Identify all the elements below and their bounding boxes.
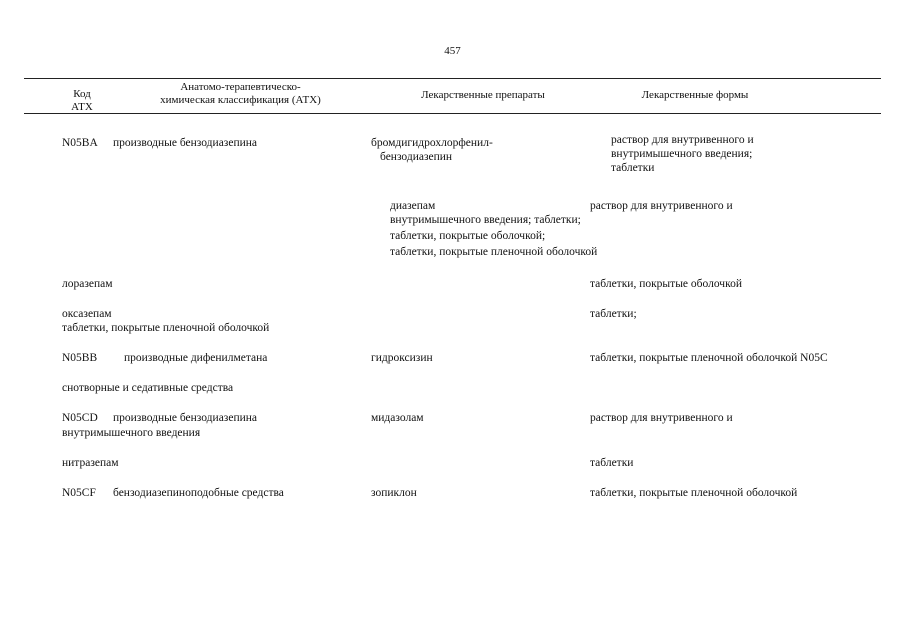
dosage-form-continued: таблетки	[611, 162, 655, 174]
header-classification	[128, 81, 353, 107]
dosage-form-continued: внутримышечного введения; таблетки;	[390, 214, 581, 226]
drug-name-continued: бензодиазепин	[380, 151, 453, 163]
header-bottom-rule	[24, 113, 881, 114]
drug-name: нитразепам	[62, 457, 119, 469]
header-code-line1: Код	[73, 88, 91, 100]
atc-code: N05BA	[62, 137, 98, 149]
drug-name: бромдигидрохлорфенил-	[371, 137, 493, 149]
drug-name: зопиклон	[371, 487, 417, 499]
dosage-form: таблетки, покрытые оболочкой	[590, 278, 742, 290]
dosage-form: таблетки, покрытые пленочной оболочкой	[590, 487, 798, 499]
header-code	[52, 88, 112, 114]
drug-name: оксазепам	[62, 308, 112, 320]
dosage-form-continued: таблетки, покрытые пленочной оболочкой	[62, 322, 270, 334]
atc-classification: производные дифенилметана	[124, 352, 268, 364]
drug-name: диазепам	[390, 200, 436, 212]
header-forms: Лекарственные формы	[641, 89, 749, 101]
atc-classification: бензодиазепиноподобные средства	[113, 487, 284, 499]
atc-classification: производные бензодиазепина	[113, 412, 258, 424]
drug-name: гидроксизин	[371, 352, 433, 364]
atc-classification: производные бензодиазепина	[113, 137, 258, 149]
header-class-line2: химическая классификация (АТХ)	[160, 94, 321, 106]
dosage-form-continued: таблетки, покрытые пленочной оболочкой	[390, 246, 598, 258]
dosage-form: раствор для внутривенного и	[590, 412, 733, 424]
dosage-form: таблетки, покрытые пленочной оболочкой N05C	[590, 352, 828, 364]
dosage-form-continued: таблетки, покрытые оболочкой;	[390, 230, 546, 242]
dosage-form: таблетки;	[590, 308, 637, 320]
page-number: 457	[444, 45, 461, 57]
header-class-line1: Анатомо-терапевтическо-	[180, 81, 301, 93]
dosage-form-continued: внутримышечного введения;	[611, 148, 753, 160]
dosage-form-continued: внутримышечного введения	[62, 427, 201, 439]
atc-code: N05BB	[62, 352, 98, 364]
header-top-rule	[24, 78, 881, 79]
header-code-line2: АТХ	[71, 101, 93, 113]
atc-code: N05CF	[62, 487, 96, 499]
header-drugs: Лекарственные препараты	[421, 89, 545, 101]
dosage-form: таблетки	[590, 457, 634, 469]
dosage-form: раствор для внутривенного и	[590, 200, 733, 212]
atc-code: N05CD	[62, 412, 98, 424]
drug-name: лоразепам	[62, 278, 113, 290]
drug-name: мидазолам	[371, 412, 424, 424]
atc-classification: снотворные и седативные средства	[62, 382, 234, 394]
dosage-form: раствор для внутривенного и	[611, 134, 754, 146]
